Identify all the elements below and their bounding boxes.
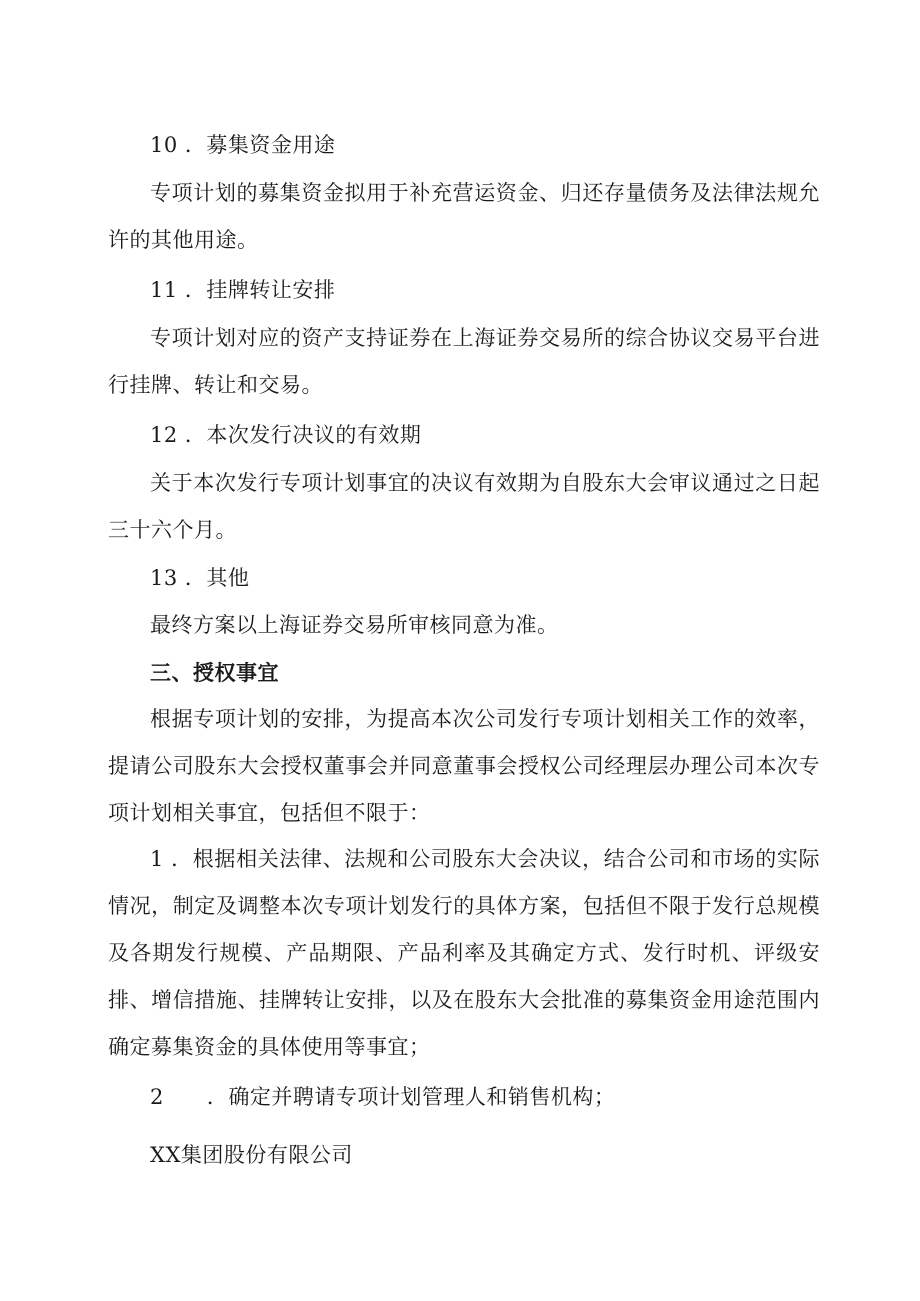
item-11-body: 专项计划对应的资产支持证券在上海证券交易所的综合协议交易平台进行挂牌、转让和交易。 bbox=[108, 326, 820, 397]
section-3-point-1: 1 ．根据相关法律、法规和公司股东大会决议，结合公司和市场的实际情况，制定及调整本次专项计划发行的具体方案，包括但不限于发行总规模及各期发行规模、产品期限、产品利率及其确定方式、发行时机、评级安排、增信措施、挂牌转让安排，以及在股东大会批准的募集资金用途范围内确定募集资金的具体使用等事宜； bbox=[108, 847, 820, 1059]
item-11-heading: 11 ．挂牌转让安排 bbox=[150, 278, 336, 302]
item-13-body: 最终方案以上海证券交易所审核同意为准。 bbox=[150, 613, 559, 637]
section-3-point-2: 2 ．确定并聘请专项计划管理人和销售机构； bbox=[150, 1085, 616, 1109]
section-3-heading: 三、授权事宜 bbox=[150, 660, 279, 685]
item-10-heading: 10 ．募集资金用途 bbox=[150, 133, 336, 157]
item-10-body: 专项计划的募集资金拟用于补充营运资金、归还存量债务及法律法规允许的其他用途。 bbox=[108, 181, 820, 252]
item-13-heading: 13 ．其他 bbox=[150, 566, 250, 590]
item-12-heading: 12 ．本次发行决议的有效期 bbox=[150, 423, 422, 447]
item-12-body: 关于本次发行专项计划事宜的决议有效期为自股东大会审议通过之日起三十六个月。 bbox=[108, 471, 820, 542]
footer-company: XX集团股份有限公司 bbox=[150, 1143, 353, 1167]
section-3-intro: 根据专项计划的安排，为提高本次公司发行专项计划相关工作的效率，提请公司股东大会授权董事会并同意董事会授权公司经理层办理公司本次专项计划相关事宜，包括但不限于： bbox=[108, 707, 820, 825]
